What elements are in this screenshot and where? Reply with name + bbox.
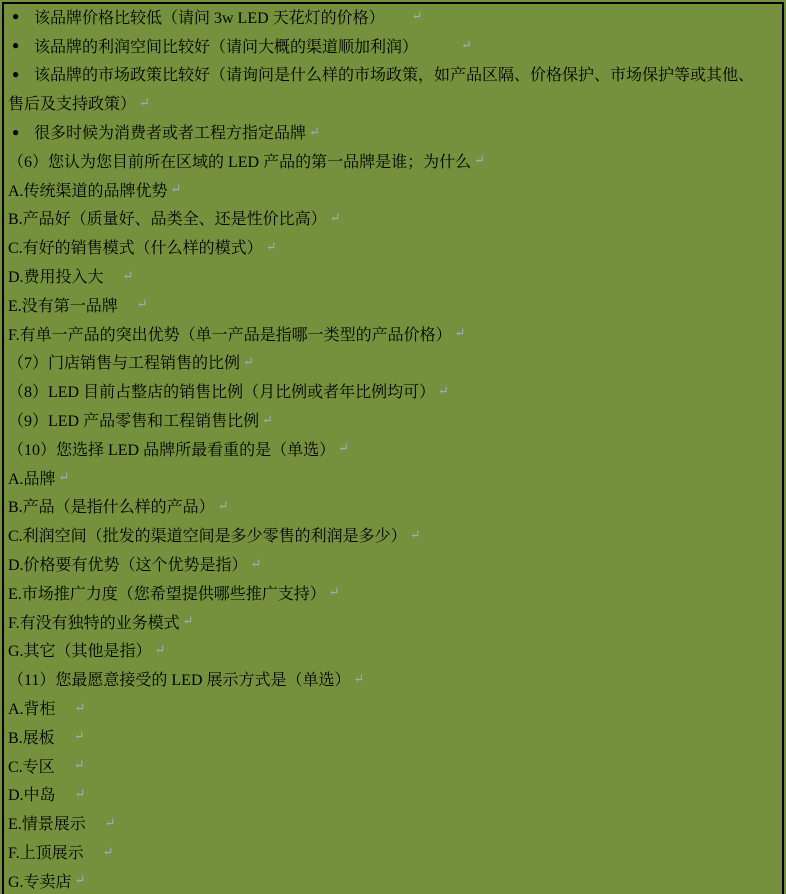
document-line[interactable] — [4, 808, 782, 837]
document-line[interactable] — [4, 405, 782, 434]
bullet-icon: ● — [12, 66, 20, 81]
paragraph-mark-icon: ↵ — [122, 267, 134, 283]
line-text: E.没有第一品牌 — [8, 297, 134, 315]
document-line[interactable] — [4, 837, 782, 866]
line-text: B.产品（是指什么样的产品） — [8, 499, 215, 517]
paragraph-mark-icon: ↵ — [338, 440, 350, 456]
document-line[interactable] — [4, 664, 782, 693]
document-line[interactable] — [4, 376, 782, 405]
document-line[interactable] — [4, 146, 782, 175]
document-line[interactable] — [4, 88, 782, 117]
line-text: C.利润空间（批发的渠道空间是多少零售的利润是多少） — [8, 528, 407, 546]
paragraph-mark-icon: ↵ — [136, 296, 148, 312]
paragraph-mark-icon: ↵ — [411, 8, 423, 24]
paragraph-mark-icon: ↵ — [104, 814, 116, 830]
line-text: A.传统渠道的品牌优势 — [8, 182, 168, 200]
paragraph-mark-icon: ↵ — [438, 382, 450, 398]
bullet-icon: ● — [12, 9, 20, 24]
paragraph-mark-icon: ↵ — [74, 785, 86, 801]
document-line[interactable] — [4, 290, 782, 319]
document-line[interactable] — [4, 780, 782, 809]
document-line[interactable] — [4, 204, 782, 233]
document-line[interactable] — [4, 463, 782, 492]
document-line[interactable] — [4, 549, 782, 578]
document-line[interactable] — [4, 2, 782, 31]
line-text: 该品牌的利润空间比较好（请问大概的渠道顺加利润） — [34, 38, 459, 56]
paragraph-mark-icon: ↵ — [243, 353, 254, 369]
line-text: （6）您认为您目前所在区域的 LED 产品的第一品牌是谁；为什么 — [8, 153, 472, 171]
line-text: G.其它（其他是指） — [8, 643, 152, 661]
line-text: 很多时候为消费者或者工程方指定品牌 — [34, 125, 307, 143]
line-text: （8）LED 目前占整店的销售比例（月比例或者年比例均可） — [8, 384, 436, 402]
paragraph-mark-icon: ↵ — [139, 94, 150, 110]
paragraph-mark-icon: ↵ — [73, 757, 85, 773]
paragraph-mark-icon: ↵ — [474, 152, 486, 168]
paragraph-mark-icon: ↵ — [461, 37, 472, 53]
document-line[interactable] — [4, 117, 782, 146]
line-text: D.价格要有优势（这个优势是指） — [8, 557, 248, 575]
line-text: E.情景展示 — [8, 816, 102, 834]
line-text: E.市场推广力度（您希望提供哪些推广支持） — [8, 585, 326, 603]
line-text: 该品牌价格比较低（请问 3w LED 天花灯的价格） — [34, 9, 409, 27]
paragraph-mark-icon: ↵ — [353, 670, 365, 686]
paragraph-mark-icon: ↵ — [328, 584, 340, 600]
document-line[interactable] — [4, 60, 782, 89]
line-text: B.展板 — [8, 729, 71, 747]
paragraph-mark-icon: ↵ — [182, 613, 194, 629]
document-line[interactable] — [4, 866, 782, 894]
document-line[interactable] — [4, 232, 782, 261]
document-line[interactable] — [4, 434, 782, 463]
paragraph-mark-icon: ↵ — [329, 209, 341, 225]
line-text: D.中岛 — [8, 787, 72, 805]
document-line[interactable] — [4, 520, 782, 549]
document-line[interactable] — [4, 722, 782, 751]
line-text: （10）您选择 LED 品牌所最看重的是（单选） — [8, 441, 336, 459]
line-text: （9）LED 产品零售和工程销售比例 — [8, 413, 260, 431]
document-line[interactable] — [4, 693, 782, 722]
document-line[interactable] — [4, 636, 782, 665]
line-text: F.上顶展示 — [8, 845, 100, 862]
line-text: C.有好的销售模式（什么样的模式） — [8, 240, 263, 258]
paragraph-mark-icon: ↵ — [309, 123, 320, 139]
document-line[interactable] — [4, 607, 782, 636]
paragraph-mark-icon: ↵ — [217, 497, 229, 513]
paragraph-mark-icon: ↵ — [409, 526, 421, 542]
paragraph-mark-icon: ↵ — [102, 843, 114, 859]
document-line[interactable] — [4, 31, 782, 60]
document-line[interactable] — [4, 348, 782, 377]
bullet-icon: ● — [12, 124, 20, 139]
paragraph-mark-icon: ↵ — [58, 469, 70, 485]
paragraph-mark-icon: ↵ — [74, 699, 86, 715]
document-line[interactable] — [4, 578, 782, 607]
paragraph-mark-icon: ↵ — [262, 411, 274, 427]
paragraph-mark-icon: ↵ — [154, 641, 166, 657]
line-text: F.有单一产品的突出优势（单一产品是指哪一类型的产品价格） — [8, 326, 452, 344]
document-line[interactable] — [4, 751, 782, 780]
paragraph-mark-icon: ↵ — [170, 181, 182, 197]
paragraph-mark-icon: ↵ — [250, 555, 262, 571]
document-line[interactable] — [4, 175, 782, 204]
line-text: D.费用投入大 — [8, 269, 120, 287]
document-content — [4, 2, 782, 894]
line-text: 售后及支持政策） — [8, 96, 137, 114]
line-text: G.专卖店 — [8, 873, 72, 891]
line-text: （11）您最愿意接受的 LED 展示方式是（单选） — [8, 672, 351, 690]
line-text: A.品牌 — [8, 470, 56, 488]
document-line[interactable] — [4, 261, 782, 290]
paragraph-mark-icon: ↵ — [454, 325, 466, 341]
document-line[interactable] — [4, 319, 782, 348]
bullet-icon: ● — [12, 38, 20, 53]
document-line[interactable] — [4, 492, 782, 521]
line-text: A.背柜 — [8, 701, 72, 719]
paragraph-mark-icon: ↵ — [73, 728, 85, 744]
line-text: （7）门店销售与工程销售的比例 — [8, 355, 241, 373]
paragraph-mark-icon: ↵ — [74, 872, 86, 888]
line-text: 该品牌的市场政策比较好（请询问是什么样的市场政策，如产品区隔、价格保护、市场保护等或其他、 — [34, 67, 755, 85]
line-text: F.有没有独特的业务模式 — [8, 614, 180, 632]
line-text: C.专区 — [8, 758, 71, 776]
paragraph-mark-icon: ↵ — [265, 238, 277, 254]
line-text: B.产品好（质量好、品类全、还是性价比高） — [8, 211, 327, 229]
